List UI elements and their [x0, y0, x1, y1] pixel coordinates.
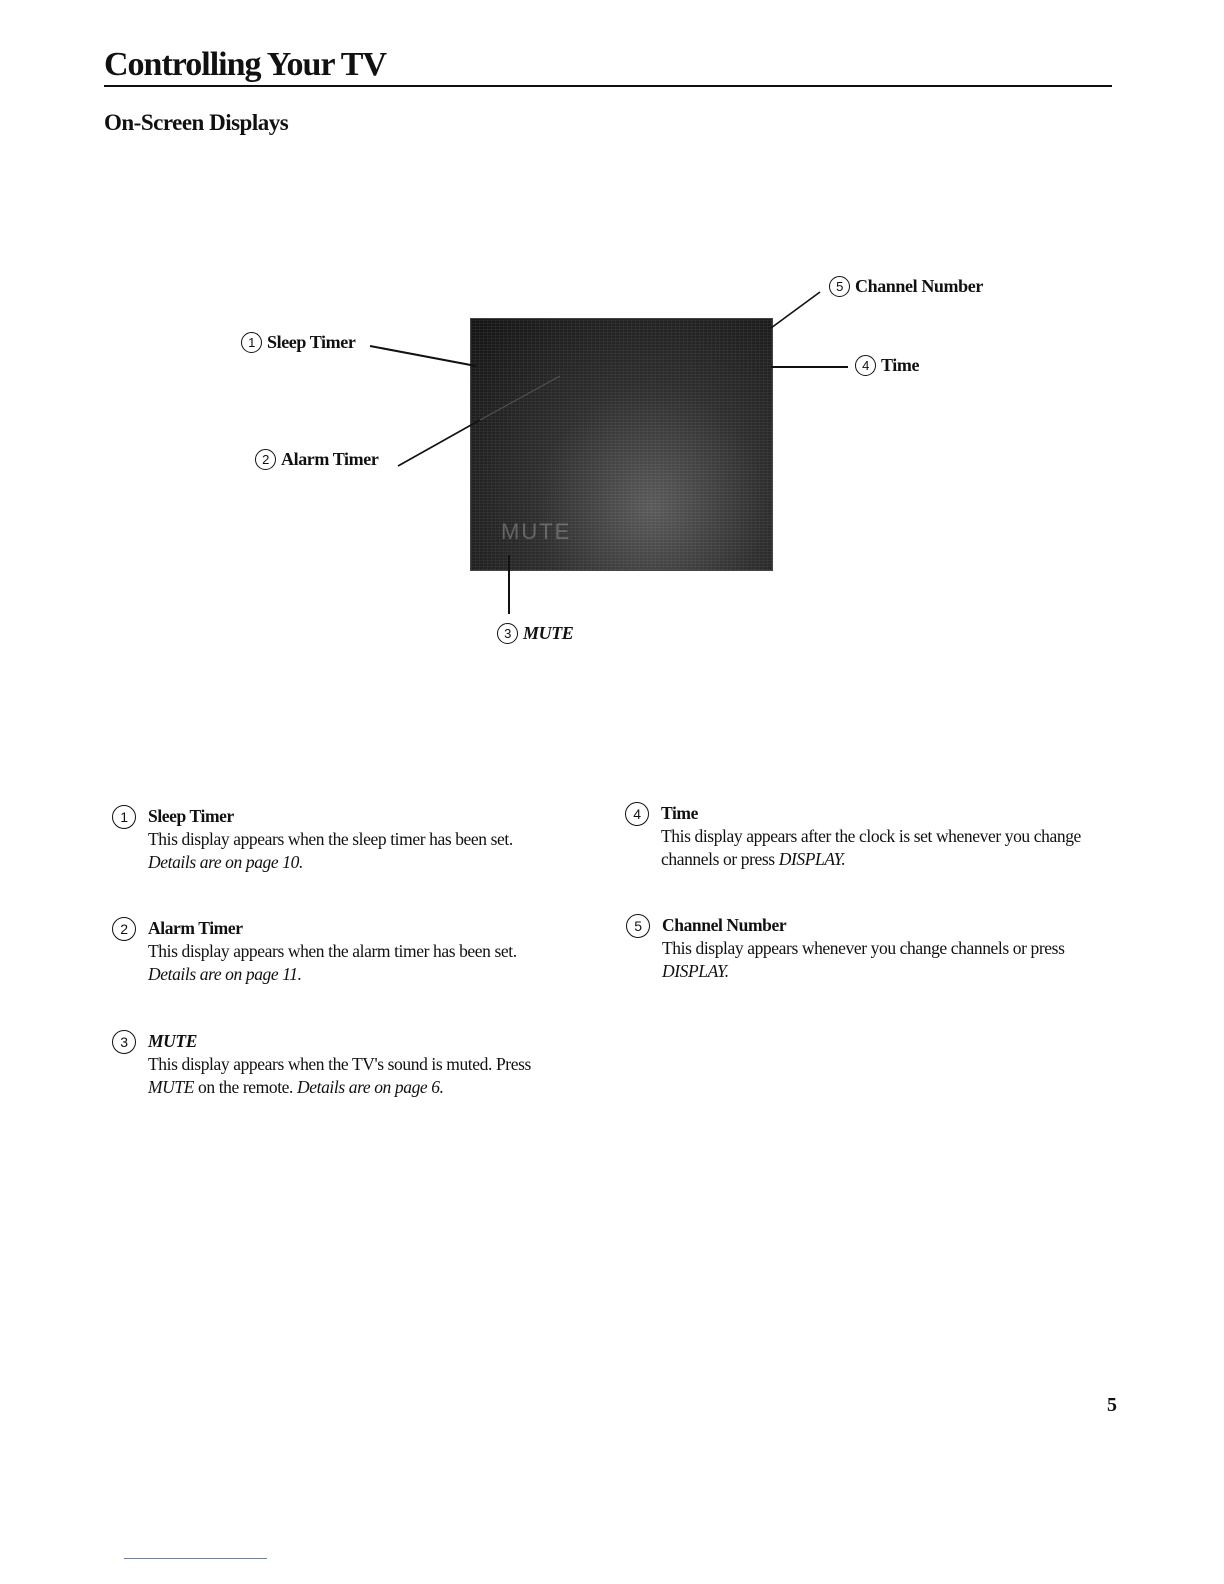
- description-time: [633, 802, 1101, 871]
- leader-channel-number: [771, 292, 820, 328]
- body-text: This display appears whenever you change channels or press: [662, 938, 1065, 958]
- description-title: Time: [661, 803, 698, 823]
- description-number-3: 3: [112, 1030, 136, 1054]
- description-alarm-timer: [120, 917, 588, 986]
- description-sleep-timer: [120, 805, 588, 874]
- description-detail: Details are on page 6.: [297, 1077, 444, 1097]
- description-detail: Details are on page 10.: [148, 852, 303, 872]
- callout-sleep-timer: [241, 332, 355, 353]
- description-body: [662, 937, 1124, 983]
- callout-number-1: 1: [241, 332, 262, 353]
- footer-rule: [124, 1558, 267, 1559]
- description-title: Channel Number: [662, 915, 787, 935]
- description-mute: [120, 1030, 598, 1099]
- description-title: MUTE: [148, 1031, 197, 1051]
- description-channel-number: [634, 914, 1124, 983]
- body-button-name: DISPLAY.: [662, 961, 729, 981]
- description-body: This display appears when the alarm timer has been set.: [148, 941, 517, 961]
- description-number-2: 2: [112, 917, 136, 941]
- leader-alarm-timer-inside: [480, 376, 560, 420]
- description-number-1: 1: [112, 805, 136, 829]
- callout-alarm-timer: [255, 449, 378, 470]
- description-title: Alarm Timer: [148, 918, 243, 938]
- screen-mute-text: MUTE: [501, 519, 572, 544]
- page-number: 5: [1107, 1394, 1117, 1416]
- leader-sleep-timer: [370, 346, 476, 366]
- callout-number-2: 2: [255, 449, 276, 470]
- body-text: This display appears when the TV's sound is muted. Press: [148, 1054, 531, 1074]
- section-title: On-Screen Displays: [104, 110, 289, 135]
- description-number-4: 4: [625, 802, 649, 826]
- body-button-name: DISPLAY.: [778, 849, 846, 869]
- callout-mute: [497, 623, 573, 644]
- callout-channel-number: [829, 276, 983, 297]
- description-body: [661, 825, 1101, 871]
- leader-alarm-timer: [398, 420, 480, 466]
- callout-label: Channel Number: [855, 276, 983, 296]
- description-number-5: 5: [626, 914, 650, 938]
- callout-time: [855, 355, 919, 376]
- description-body: This display appears when the sleep timer has been set.: [148, 829, 513, 849]
- callout-label: Time: [881, 355, 920, 375]
- callout-label: Alarm Timer: [281, 449, 379, 469]
- callout-label: Sleep Timer: [267, 332, 356, 352]
- callout-number-4: 4: [855, 355, 876, 376]
- callout-number-5: 5: [829, 276, 850, 297]
- body-text: This display appears after the clock is set whenever you change channels or press: [661, 826, 1081, 869]
- page-title: Controlling Your TV: [104, 46, 387, 83]
- callout-label: MUTE: [523, 623, 574, 643]
- description-detail: Details are on page 11.: [148, 964, 302, 984]
- body-button-name: MUTE: [148, 1077, 195, 1097]
- body-text: on the remote.: [198, 1077, 294, 1097]
- description-title: Sleep Timer: [148, 806, 234, 826]
- callout-number-3: 3: [497, 623, 518, 644]
- description-body: [148, 1053, 598, 1099]
